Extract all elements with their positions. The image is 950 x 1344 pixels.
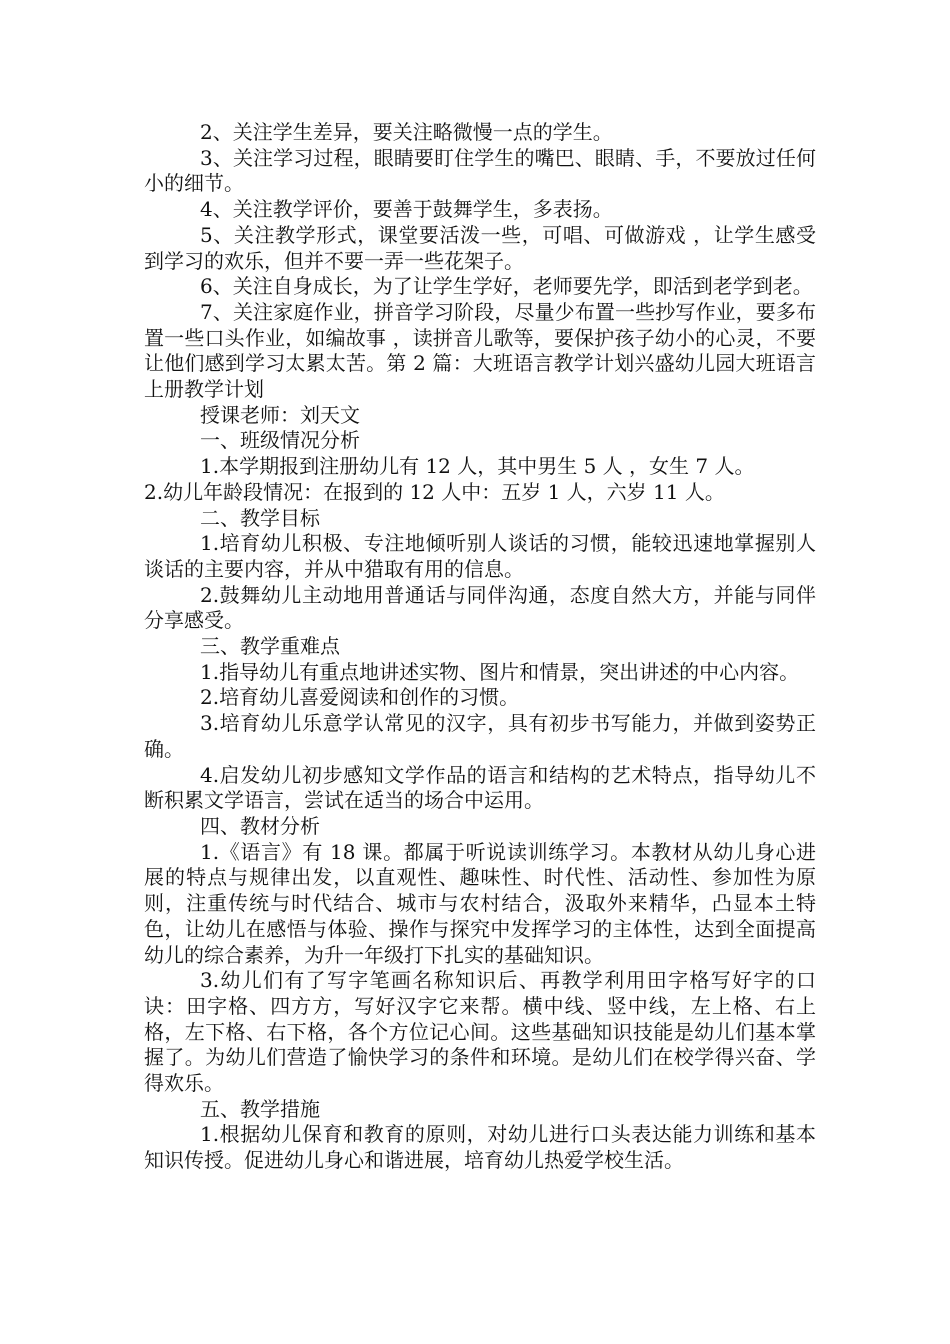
paragraph: 1.培育幼儿积极、专注地倾听别人谈话的习惯，能较迅速地掌握别人谈话的主要内容，并从中猎取有用的信息。 (144, 531, 816, 581)
paragraph: 3、关注学习过程，眼睛要盯住学生的嘴巴、眼睛、手，不要放过任何小的细节。 (144, 145, 816, 196)
paragraph: 4.启发幼儿初步感知文学作品的语言和结构的艺术特点，指导幼儿不断积累文学语言，尝试在适当的场合中运用。 (144, 762, 816, 813)
paragraph: 2、关注学生差异，要关注略微慢一点的学生。 (200, 120, 613, 144)
document-body (144, 120, 816, 1174)
paragraph: 2.培育幼儿喜爱阅读和创作的习惯。 (200, 685, 520, 710)
paragraph: 7、关注家庭作业，拼音学习阶段，尽量少布置一些抄写作业，要多布置一些口头作业，如编故事 ，读拼音儿歌等，要保护孩子幼小的心灵，不要让他们感到学习太累太苦。第 2 篇：大班语言教学计划兴盛幼儿园大班语言上册教学计划 (144, 299, 816, 402)
paragraph: 2.鼓舞幼儿主动地用普通话与同伴沟通，态度自然大方，并能与同伴分享感受。 (144, 582, 816, 633)
paragraph: 3.幼儿们有了写字笔画名称知识后、再教学利用田字格写好字的口诀：田字格、四方方，写好汉字它来帮。横中线、竖中线，左上格、右上格，左下格、右下格，各个方位记心间。这些基础知识技能是幼儿们基本掌握了。为幼儿们营造了愉快学习的条件和环境。是幼儿们在校学得兴奋、学得欢乐。 (144, 968, 816, 1096)
paragraph: 1.本学期报到注册幼儿有 12 人，其中男生 5 人 ，女生 7 人。 (200, 454, 755, 479)
paragraph: 4、关注教学评价，要善于鼓舞学生，多表扬。 (200, 197, 613, 222)
section-heading: 三、教学重难点 (200, 634, 340, 659)
teacher-line: 授课老师：刘天文 (200, 402, 360, 427)
paragraph: 1.指导幼儿有重点地讲述实物、图片和情景，突出讲述的中心内容。 (200, 659, 800, 684)
paragraph: 6、关注自身成长，为了让学生学好，老师要先学，即活到老学到老。 (200, 274, 813, 299)
section-heading: 五、教学措施 (200, 1096, 320, 1121)
paragraph: 5、关注教学形式，课堂要活泼一些，可唱、可做游戏 ，让学生感受到学习的欢乐，但并不要一弄一些花架子。 (144, 222, 816, 273)
paragraph: 1.根据幼儿保育和教育的原则，对幼儿进行口头表达能力训练和基本知识传授。促进幼儿身心和谐进展，培育幼儿热爱学校生活。 (144, 1122, 816, 1173)
section-heading: 四、教材分析 (200, 813, 320, 838)
section-heading: 二、教学目标 (200, 505, 320, 530)
section-heading: 一、班级情况分析 (200, 428, 360, 453)
paragraph: 3.培育幼儿乐意学认常见的汉字，具有初步书写能力，并做到姿势正确。 (144, 711, 816, 761)
paragraph: 2.幼儿年龄段情况：在报到的 12 人中：五岁 1 人，六岁 11 人。 (144, 479, 725, 504)
paragraph: 1.《语言》有 18 课。都属于听说读训练学习。本教材从幼儿身心进展的特点与规律出发，以直观性、趣味性、时代性、活动性、参加性为原则，注重传统与时代结合、城市与农村结合，汲取外来精华，凸显本土特色，让幼儿在感悟与体验、操作与探究中发挥学习的主体性，达到全面提高幼儿的综合素养，为升一年级打下扎实的基础知识。 (144, 839, 816, 967)
